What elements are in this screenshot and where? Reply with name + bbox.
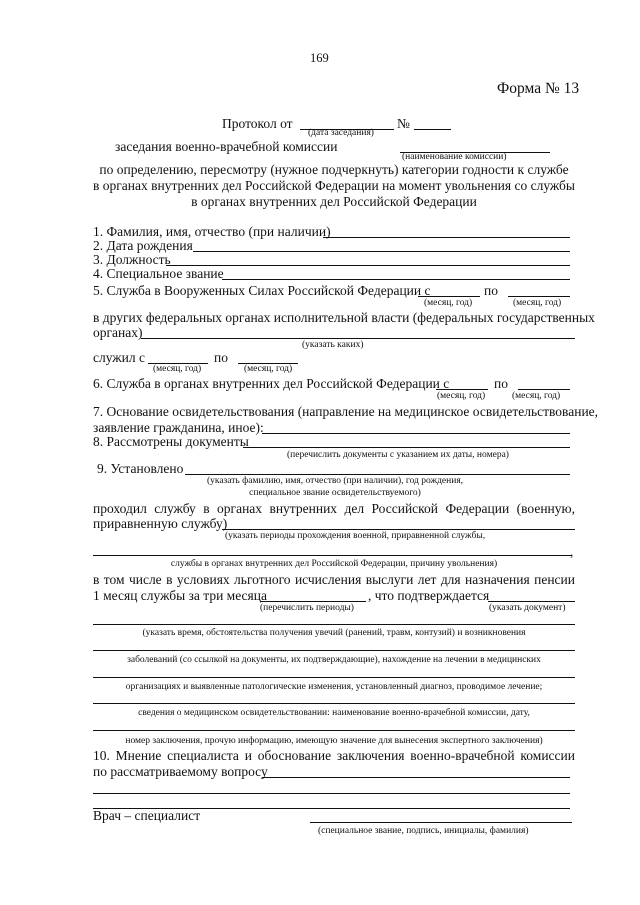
field-9-hint-cont: специальное звание освидетельствуемого) bbox=[249, 488, 421, 498]
field-5-other-bodies-cont: органах) bbox=[93, 325, 143, 340]
field-5-from-line bbox=[418, 296, 480, 297]
service-line-comma: , bbox=[570, 544, 574, 559]
field-5-label: 5. Служба в Вооруженных Силах Российской Федерации с bbox=[93, 283, 431, 298]
protocol-number-line bbox=[414, 129, 451, 130]
injury-line-4 bbox=[93, 703, 575, 704]
field-6-label: 6. Служба в органах внутренних дел Российской Федерации с bbox=[93, 376, 450, 391]
field-5-to-hint: (месяц, год) bbox=[513, 298, 562, 308]
service-text-cont: приравненную службу) bbox=[93, 516, 228, 531]
doctor-label: Врач – специалист bbox=[93, 808, 201, 823]
field-9-label: 9. Установлено bbox=[97, 461, 184, 476]
served-from-hint: (месяц, год) bbox=[153, 364, 202, 374]
field-8-hint: (перечислить документы с указанием их даты, номера) bbox=[287, 450, 509, 460]
field-6-from-hint: (месяц, год) bbox=[437, 391, 486, 401]
field-5-from-hint: (месяц, год) bbox=[424, 298, 473, 308]
protocol-number-sign: № bbox=[397, 116, 410, 131]
form-number: Форма № 13 bbox=[497, 80, 580, 97]
served-to-hint: (месяц, год) bbox=[244, 364, 293, 374]
doctor-signature-line bbox=[310, 822, 572, 823]
header-line-1: по определению, пересмотру (нужное подчеркнуть) категории годности к службе bbox=[99, 162, 569, 177]
field-6-to-label: по bbox=[494, 376, 508, 391]
field-7-label-cont: заявление гражданина, иное): bbox=[93, 420, 264, 435]
field-6-from-line bbox=[436, 389, 488, 390]
pension-confirm-label: , что подтверждается bbox=[368, 588, 490, 603]
injury-line-3 bbox=[93, 677, 575, 678]
field-5-other-line bbox=[141, 338, 575, 339]
field-2-line bbox=[193, 251, 570, 252]
field-10-label: 10. Мнение специалиста и обоснование заключения военно-врачебной комиссии bbox=[93, 748, 575, 763]
field-10-line-2 bbox=[93, 793, 570, 794]
pension-text-cont: 1 месяц службы за три месяца bbox=[93, 588, 267, 603]
field-8-line bbox=[243, 447, 570, 448]
field-8-label: 8. Рассмотрены документы bbox=[93, 434, 249, 449]
field-7-label: 7. Основание освидетельствования (направление на медицинское освидетельствование, bbox=[93, 404, 599, 419]
field-4-line bbox=[222, 279, 570, 280]
pension-periods-hint: (перечислить периоды) bbox=[260, 603, 354, 613]
field-2-label: 2. Дата рождения bbox=[93, 238, 193, 253]
field-3-line bbox=[166, 265, 570, 266]
field-4-label: 4. Специальное звание bbox=[93, 266, 224, 281]
doctor-signature-hint: (специальное звание, подпись, инициалы, фамилия) bbox=[318, 826, 529, 836]
served-to-label: по bbox=[214, 350, 228, 365]
page-number: 169 bbox=[310, 51, 329, 65]
injury-hint-3: организациях и выявленные патологические изменения, установленный диагноз, проводимое лечение; bbox=[125, 682, 543, 692]
field-6-to-hint: (месяц, год) bbox=[512, 391, 561, 401]
header-line-3: в органах внутренних дел Российской Федерации bbox=[191, 194, 477, 209]
field-9-hint: (указать фамилию, имя, отчество (при наличии), год рождения, bbox=[206, 476, 464, 486]
injury-line-5 bbox=[93, 730, 575, 731]
field-5-to-label: по bbox=[484, 283, 498, 298]
service-hint-cont: службы в органах внутренних дел Российской Федерации, причину увольнения) bbox=[170, 559, 498, 569]
pension-text: в том числе в условиях льготного исчисления выслуги лет для назначения пенсии bbox=[93, 572, 575, 587]
field-10-line bbox=[262, 777, 570, 778]
injury-hint-1: (указать время, обстоятельства получения увечий (ранений, травм, контузий) и возникновения bbox=[142, 628, 526, 638]
field-9-line bbox=[185, 474, 570, 475]
injury-line-2 bbox=[93, 650, 575, 651]
session-label: заседания военно-врачебной комиссии bbox=[115, 139, 338, 154]
injury-line-1 bbox=[93, 624, 575, 625]
commission-name-hint: (наименование комиссии) bbox=[402, 152, 507, 162]
pension-document-hint: (указать документ) bbox=[489, 603, 566, 613]
field-5-other-bodies: в других федеральных органах исполнительной власти (федеральных государственных bbox=[93, 310, 595, 325]
service-line bbox=[222, 529, 575, 530]
field-3-label: 3. Должность bbox=[93, 252, 171, 267]
field-7-line bbox=[262, 433, 570, 434]
service-hint: (указать периоды прохождения военной, приравненной службы, bbox=[225, 531, 486, 541]
service-line-2 bbox=[93, 555, 571, 556]
field-5-to-line bbox=[508, 296, 570, 297]
session-date-hint: (дата заседания) bbox=[308, 128, 374, 138]
pension-document-line bbox=[488, 601, 575, 602]
header-line-2: в органах внутренних дел Российской Федерации на момент увольнения со службы bbox=[93, 178, 575, 193]
pension-periods-line bbox=[260, 601, 366, 602]
field-1-line bbox=[323, 237, 570, 238]
field-5-specify-hint: (указать каких) bbox=[302, 340, 364, 350]
injury-hint-5: номер заключения, прочую информацию, имеющую значение для вынесения экспертного заключения) bbox=[125, 736, 543, 746]
protocol-from-label: Протокол от bbox=[222, 116, 293, 131]
served-from-label: служил с bbox=[93, 350, 145, 365]
field-1-label: 1. Фамилия, имя, отчество (при наличии) bbox=[93, 224, 331, 239]
field-6-to-line bbox=[518, 389, 570, 390]
injury-hint-4: сведения о медицинском освидетельствовании: наименование военно-врачебной комиссии, дату, bbox=[138, 708, 530, 718]
service-text: проходил службу в органах внутренних дел Российской Федерации (военную, bbox=[93, 501, 575, 516]
injury-hint-2: заболеваний (со ссылкой на документы, их подтверждающие), нахождение на лечении в медицинских bbox=[127, 655, 541, 665]
field-10-label-cont: по рассматриваемому вопросу bbox=[93, 764, 268, 779]
